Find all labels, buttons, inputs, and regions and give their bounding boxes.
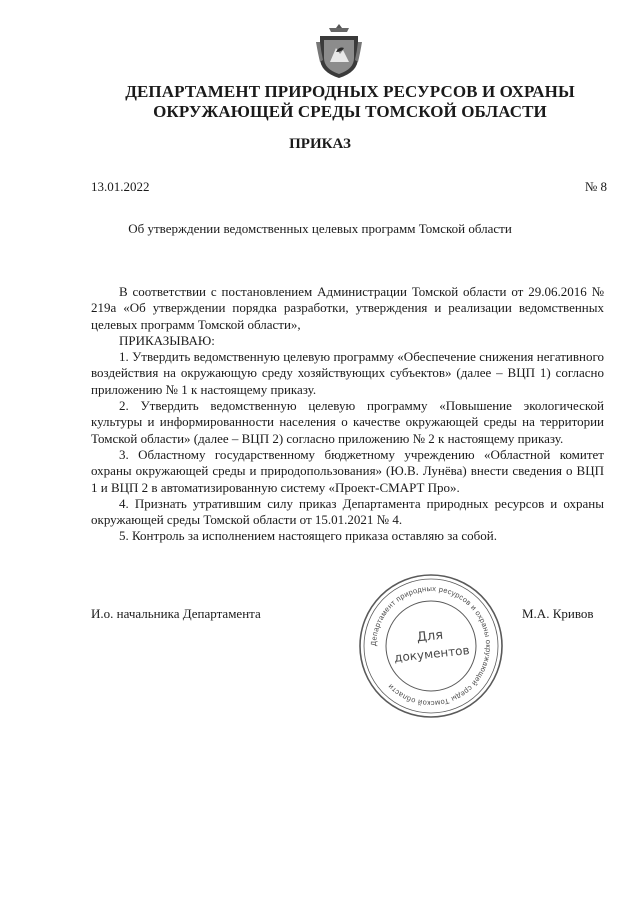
- signatory-name: М.А. Кривов: [522, 606, 594, 621]
- department-name-line2: ОКРУЖАЮЩЕЙ СРЕДЫ ТОМСКОЙ ОБЛАСТИ: [153, 102, 547, 121]
- order-word: ПРИКАЗЫВАЮ:: [119, 332, 215, 348]
- order-item-5: 5. Контроль за исполнением настоящего приказа оставляю за собой.: [119, 528, 497, 544]
- order-number: № 8: [584, 179, 607, 194]
- signatory-position: И.о. начальника Департамента: [91, 606, 261, 621]
- svg-text:Департамент природных ресурсов: [369, 584, 493, 708]
- order-item-1: 1. Утвердить ведомственную целевую программу «Обеспечение снижения негативного воздействия на окружающую среду хозяйствующих субъектов» (далее – ВЦП 1) согласно приложению № 1 к настоящему приказу.: [91, 349, 604, 397]
- official-stamp: [357, 572, 505, 720]
- order-body: [91, 284, 604, 545]
- body-intro-paragraph: В соответствии с постановлением Администрации Томской области от 29.06.2016 № 219а «Об утверждении порядка разработки, утверждения и реализации ведомственных целевых программ Томской области»,: [91, 284, 604, 332]
- order-date: 13.01.2022: [91, 179, 150, 194]
- stamp-center-line1: Для: [416, 627, 444, 646]
- coat-of-arms-icon: [316, 22, 362, 80]
- stamp-ring-text: Департамент природных ресурсов и охраны окружающей среды Томской области: [368, 583, 494, 709]
- department-name-line1: ДЕПАРТАМЕНТ ПРИРОДНЫХ РЕСУРСОВ И ОХРАНЫ: [125, 82, 575, 101]
- document-type-title: ПРИКАЗ: [289, 136, 351, 152]
- order-item-3: 3. Областному государственному бюджетному учреждению «Областной комитет охраны окружающей среды и природопользования» (Ю.В. Лунёва) внести сведения о ВЦП 1 и ВЦП 2 в автоматизированную систему «Проект-СМАРТ Про».: [91, 446, 604, 495]
- order-item-2: 2. Утвердить ведомственную целевую программу «Повышение экологической культуры и информированности населения о качестве окружающей среды на территории Томской области» (далее – ВЦП 2) согласно приложению № 2 к настоящему приказу.: [91, 398, 604, 446]
- stamp-center-line2: документов: [393, 643, 471, 665]
- order-item-4: 4. Признать утратившим силу приказ Департамента природных ресурсов и охраны окружающей среды Томской области от 15.01.2021 № 4.: [91, 495, 604, 528]
- order-subject: Об утверждении ведомственных целевых программ Томской области: [128, 221, 512, 236]
